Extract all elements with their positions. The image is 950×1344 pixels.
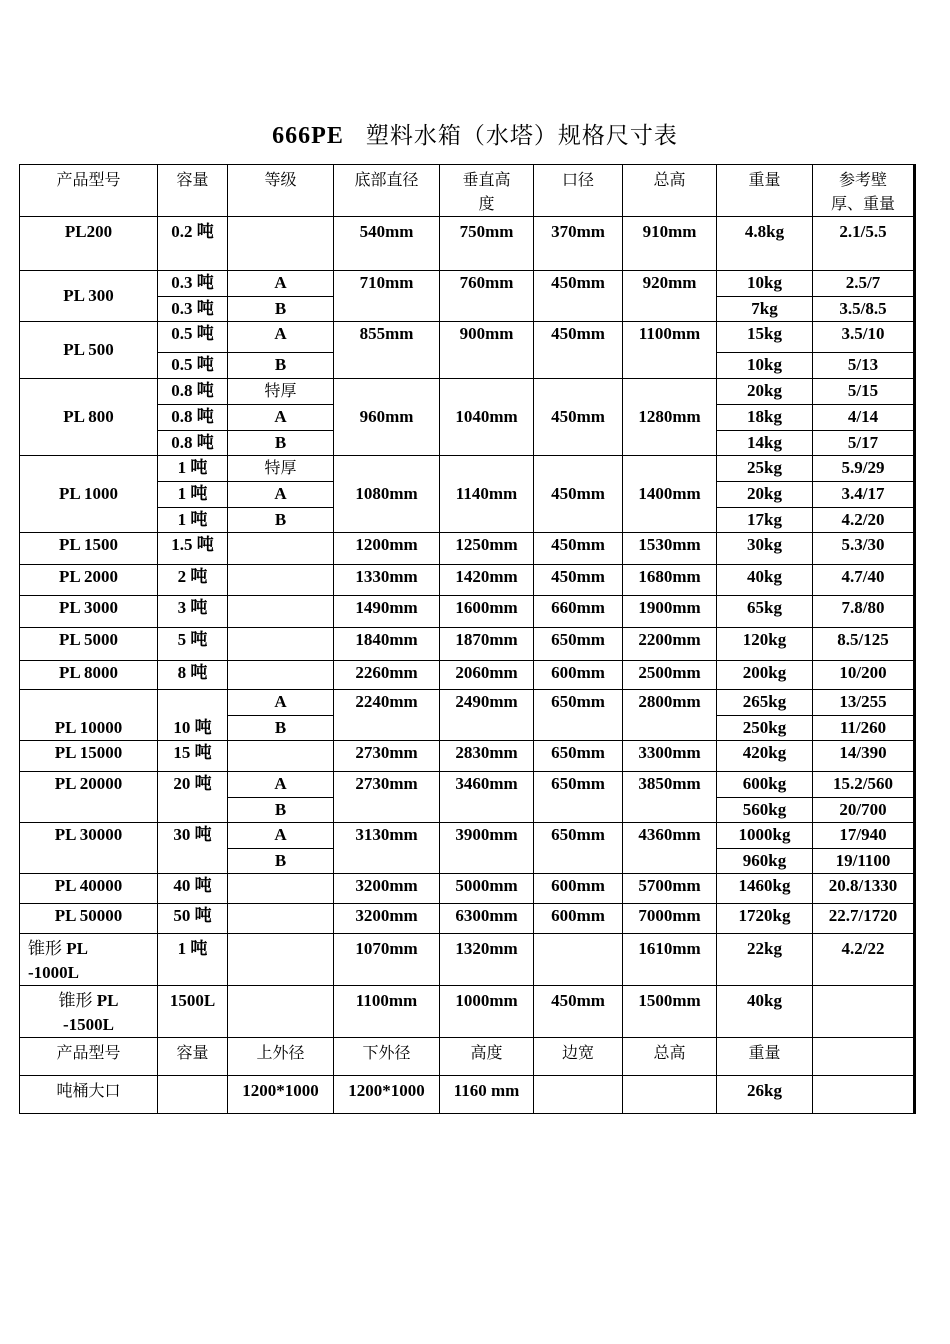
capacity-cell: 1500L — [158, 986, 228, 1038]
table-row — [20, 874, 915, 904]
model-cell: PL 8000 — [20, 661, 158, 690]
diameter-cell: 1490mm — [334, 596, 440, 628]
grade-cell: 特厚 — [228, 456, 334, 482]
model-cell: PL 2000 — [20, 565, 158, 596]
weight-cell: 40kg — [717, 565, 813, 596]
weight-cell: 15kg — [717, 322, 813, 353]
capacity-cell: 0.5 吨 — [158, 353, 228, 379]
grade-cell — [228, 986, 334, 1038]
total-height-cell: 3300mm — [623, 741, 717, 772]
table-row — [20, 217, 915, 271]
model-cell: PL 3000 — [20, 596, 158, 628]
opening-cell: 650mm — [534, 741, 623, 772]
thickness-cell — [813, 986, 915, 1038]
model-cell: 吨桶大口 — [20, 1076, 158, 1114]
header-grade: 等级 — [228, 165, 334, 217]
total-height-cell: 920mm — [623, 271, 717, 322]
header-model: 产品型号 — [20, 165, 158, 217]
capacity-cell: 0.3 吨 — [158, 297, 228, 322]
vertical-height-cell: 1140mm — [440, 456, 534, 533]
diameter-cell: 960mm — [334, 379, 440, 456]
opening-cell — [534, 934, 623, 986]
capacity-cell: 20 吨 — [158, 772, 228, 823]
total-height-cell: 7000mm — [623, 904, 717, 934]
thickness-cell: 4.2/22 — [813, 934, 915, 986]
table-row — [20, 596, 915, 628]
total-height-cell: 1280mm — [623, 379, 717, 456]
total-height-cell: 1530mm — [623, 533, 717, 565]
table-row — [20, 823, 915, 849]
table-row — [20, 271, 915, 297]
capacity-cell: 40 吨 — [158, 874, 228, 904]
table-row — [20, 456, 915, 482]
opening-cell: 650mm — [534, 628, 623, 661]
table-row — [20, 986, 915, 1038]
weight-cell: 120kg — [717, 628, 813, 661]
diameter-cell: 710mm — [334, 271, 440, 322]
weight-cell: 7kg — [717, 297, 813, 322]
vertical-height-cell: 6300mm — [440, 904, 534, 934]
capacity-cell: 0.5 吨 — [158, 322, 228, 353]
table-row — [20, 1076, 915, 1114]
grade-cell: A — [228, 271, 334, 297]
thickness-cell — [813, 1076, 915, 1114]
opening-cell: 450mm — [534, 456, 623, 533]
model-cell: PL 20000 — [20, 772, 158, 823]
top-diameter-cell: 1200*1000 — [228, 1076, 334, 1114]
model-cell: PL 300 — [20, 271, 158, 322]
grade-cell: B — [228, 798, 334, 823]
weight-cell: 20kg — [717, 379, 813, 405]
grade-cell — [228, 904, 334, 934]
weight-cell: 560kg — [717, 798, 813, 823]
model-cell: PL 800 — [20, 379, 158, 456]
grade-cell — [228, 661, 334, 690]
vertical-height-cell: 1250mm — [440, 533, 534, 565]
table-row — [20, 772, 915, 798]
header-weight: 重量 — [717, 1038, 813, 1076]
grade-cell — [228, 741, 334, 772]
weight-cell: 600kg — [717, 772, 813, 798]
vertical-height-cell: 5000mm — [440, 874, 534, 904]
capacity-cell: 0.8 吨 — [158, 379, 228, 405]
weight-cell: 25kg — [717, 456, 813, 482]
table-row — [20, 533, 915, 565]
total-height-cell: 2800mm — [623, 690, 717, 741]
total-height-cell: 1400mm — [623, 456, 717, 533]
weight-cell: 30kg — [717, 533, 813, 565]
grade-cell: B — [228, 508, 334, 533]
table-row — [20, 904, 915, 934]
vertical-height-cell: 1870mm — [440, 628, 534, 661]
opening-cell: 450mm — [534, 533, 623, 565]
grade-cell: B — [228, 353, 334, 379]
thickness-cell: 4.7/40 — [813, 565, 915, 596]
model-cell: PL 50000 — [20, 904, 158, 934]
thickness-cell: 4.2/20 — [813, 508, 915, 533]
weight-cell: 960kg — [717, 849, 813, 874]
weight-cell: 4.8kg — [717, 217, 813, 271]
grade-cell: A — [228, 690, 334, 716]
table-row — [20, 379, 915, 405]
thickness-cell: 5.3/30 — [813, 533, 915, 565]
capacity-cell: 30 吨 — [158, 823, 228, 874]
weight-cell: 420kg — [717, 741, 813, 772]
header-base-diameter: 底部直径 — [334, 165, 440, 217]
weight-cell: 40kg — [717, 986, 813, 1038]
thickness-cell: 22.7/1720 — [813, 904, 915, 934]
thickness-cell: 2.5/7 — [813, 271, 915, 297]
model-cell: PL 40000 — [20, 874, 158, 904]
height-cell: 1160 mm — [440, 1076, 534, 1114]
vertical-height-cell: 900mm — [440, 322, 534, 379]
page-title — [0, 117, 950, 150]
diameter-cell: 1100mm — [334, 986, 440, 1038]
opening-cell: 650mm — [534, 690, 623, 741]
vertical-height-cell: 760mm — [440, 271, 534, 322]
capacity-cell: 1 吨 — [158, 456, 228, 482]
weight-cell: 1460kg — [717, 874, 813, 904]
capacity-cell: 10 吨 — [158, 690, 228, 741]
capacity-cell: 0.2 吨 — [158, 217, 228, 271]
total-height-cell: 1610mm — [623, 934, 717, 986]
vertical-height-cell: 1000mm — [440, 986, 534, 1038]
weight-cell: 1000kg — [717, 823, 813, 849]
weight-cell: 65kg — [717, 596, 813, 628]
vertical-height-cell: 1420mm — [440, 565, 534, 596]
opening-cell: 650mm — [534, 772, 623, 823]
total-height-cell: 1900mm — [623, 596, 717, 628]
vertical-height-cell: 3900mm — [440, 823, 534, 874]
capacity-cell: 8 吨 — [158, 661, 228, 690]
weight-cell: 14kg — [717, 431, 813, 456]
thickness-cell: 5.9/29 — [813, 456, 915, 482]
opening-cell: 450mm — [534, 379, 623, 456]
header-model: 产品型号 — [20, 1038, 158, 1076]
thickness-cell: 5/17 — [813, 431, 915, 456]
thickness-cell: 8.5/125 — [813, 628, 915, 661]
thickness-cell: 7.8/80 — [813, 596, 915, 628]
model-cell: PL200 — [20, 217, 158, 271]
table-row — [20, 565, 915, 596]
model-cell: PL 5000 — [20, 628, 158, 661]
table-row — [20, 628, 915, 661]
model-cell: PL 10000 — [20, 690, 158, 741]
weight-cell: 1720kg — [717, 904, 813, 934]
opening-cell: 450mm — [534, 271, 623, 322]
diameter-cell: 3200mm — [334, 904, 440, 934]
total-height-cell: 910mm — [623, 217, 717, 271]
title-model: 666PE — [272, 123, 344, 149]
capacity-cell: 3 吨 — [158, 596, 228, 628]
opening-cell: 650mm — [534, 823, 623, 874]
diameter-cell: 2730mm — [334, 772, 440, 823]
thickness-cell: 3.5/8.5 — [813, 297, 915, 322]
capacity-cell: 1.5 吨 — [158, 533, 228, 565]
header-empty — [813, 1038, 915, 1076]
table-row — [20, 322, 915, 353]
diameter-cell: 3130mm — [334, 823, 440, 874]
grade-cell: A — [228, 405, 334, 431]
diameter-cell: 2260mm — [334, 661, 440, 690]
grade-cell: B — [228, 716, 334, 741]
table-row — [20, 934, 915, 986]
vertical-height-cell: 3460mm — [440, 772, 534, 823]
opening-cell: 600mm — [534, 904, 623, 934]
total-height-cell: 4360mm — [623, 823, 717, 874]
edge-width-cell — [534, 1076, 623, 1114]
header-top-outer-diameter: 上外径 — [228, 1038, 334, 1076]
opening-cell: 450mm — [534, 565, 623, 596]
model-cell: PL 1500 — [20, 533, 158, 565]
header-capacity: 容量 — [158, 165, 228, 217]
thickness-cell: 4/14 — [813, 405, 915, 431]
grade-cell — [228, 628, 334, 661]
model-cell: PL 1000 — [20, 456, 158, 533]
grade-cell: A — [228, 772, 334, 798]
header-total-height: 总高 — [623, 1038, 717, 1076]
thickness-cell: 20.8/1330 — [813, 874, 915, 904]
vertical-height-cell: 2830mm — [440, 741, 534, 772]
thickness-cell: 14/390 — [813, 741, 915, 772]
grade-cell — [228, 934, 334, 986]
grade-cell — [228, 533, 334, 565]
capacity-cell: 1 吨 — [158, 934, 228, 986]
thickness-cell: 5/13 — [813, 353, 915, 379]
vertical-height-cell: 1040mm — [440, 379, 534, 456]
capacity-cell: 2 吨 — [158, 565, 228, 596]
grade-cell: B — [228, 297, 334, 322]
capacity-cell: 50 吨 — [158, 904, 228, 934]
thickness-cell: 17/940 — [813, 823, 915, 849]
total-height-cell: 1100mm — [623, 322, 717, 379]
total-height-cell: 1500mm — [623, 986, 717, 1038]
vertical-height-cell: 2490mm — [440, 690, 534, 741]
header-wall-thickness: 参考壁 厚、重量 — [813, 165, 915, 217]
model-cell: PL 500 — [20, 322, 158, 379]
total-height-cell: 3850mm — [623, 772, 717, 823]
capacity-cell: 5 吨 — [158, 628, 228, 661]
table-header-row — [20, 1038, 915, 1076]
diameter-cell: 855mm — [334, 322, 440, 379]
vertical-height-cell: 1600mm — [440, 596, 534, 628]
vertical-height-cell: 2060mm — [440, 661, 534, 690]
total-height-cell: 2500mm — [623, 661, 717, 690]
weight-cell: 20kg — [717, 482, 813, 508]
total-height-cell: 5700mm — [623, 874, 717, 904]
table-header-row — [20, 165, 915, 217]
thickness-cell: 10/200 — [813, 661, 915, 690]
opening-cell: 450mm — [534, 986, 623, 1038]
opening-cell: 450mm — [534, 322, 623, 379]
total-height-cell — [623, 1076, 717, 1114]
model-cell: PL 15000 — [20, 741, 158, 772]
capacity-cell: 1 吨 — [158, 508, 228, 533]
diameter-cell: 1200mm — [334, 533, 440, 565]
grade-cell: A — [228, 322, 334, 353]
header-opening: 口径 — [534, 165, 623, 217]
weight-cell: 10kg — [717, 353, 813, 379]
thickness-cell: 3.5/10 — [813, 322, 915, 353]
weight-cell: 10kg — [717, 271, 813, 297]
diameter-cell: 1070mm — [334, 934, 440, 986]
diameter-cell: 1330mm — [334, 565, 440, 596]
thickness-cell: 5/15 — [813, 379, 915, 405]
grade-cell — [228, 874, 334, 904]
opening-cell: 600mm — [534, 874, 623, 904]
diameter-cell: 2730mm — [334, 741, 440, 772]
capacity-cell: 15 吨 — [158, 741, 228, 772]
header-height: 高度 — [440, 1038, 534, 1076]
opening-cell: 600mm — [534, 661, 623, 690]
diameter-cell: 540mm — [334, 217, 440, 271]
weight-cell: 17kg — [717, 508, 813, 533]
vertical-height-cell: 1320mm — [440, 934, 534, 986]
spec-table — [19, 164, 916, 1114]
model-cell: 锥形 PL -1000L — [20, 934, 158, 986]
grade-cell — [228, 217, 334, 271]
header-weight: 重量 — [717, 165, 813, 217]
total-height-cell: 1680mm — [623, 565, 717, 596]
title-text: 塑料水箱（水塔）规格尺寸表 — [365, 123, 678, 149]
grade-cell — [228, 596, 334, 628]
grade-cell: B — [228, 849, 334, 874]
table-row — [20, 690, 915, 716]
diameter-cell: 1840mm — [334, 628, 440, 661]
weight-cell: 265kg — [717, 690, 813, 716]
model-cell: PL 30000 — [20, 823, 158, 874]
header-capacity: 容量 — [158, 1038, 228, 1076]
thickness-cell: 2.1/5.5 — [813, 217, 915, 271]
opening-cell: 660mm — [534, 596, 623, 628]
weight-cell: 200kg — [717, 661, 813, 690]
capacity-cell — [158, 1076, 228, 1114]
weight-cell: 250kg — [717, 716, 813, 741]
diameter-cell: 3200mm — [334, 874, 440, 904]
thickness-cell: 13/255 — [813, 690, 915, 716]
weight-cell: 22kg — [717, 934, 813, 986]
weight-cell: 26kg — [717, 1076, 813, 1114]
thickness-cell: 20/700 — [813, 798, 915, 823]
table-row — [20, 741, 915, 772]
thickness-cell: 19/1100 — [813, 849, 915, 874]
header-total-height: 总高 — [623, 165, 717, 217]
capacity-cell: 0.3 吨 — [158, 271, 228, 297]
header-vertical-height: 垂直高 度 — [440, 165, 534, 217]
header-bottom-outer-diameter: 下外径 — [334, 1038, 440, 1076]
grade-cell: B — [228, 431, 334, 456]
table-row — [20, 661, 915, 690]
grade-cell: A — [228, 482, 334, 508]
model-cell: 锥形 PL -1500L — [20, 986, 158, 1038]
opening-cell: 370mm — [534, 217, 623, 271]
thickness-cell: 3.4/17 — [813, 482, 915, 508]
vertical-height-cell: 750mm — [440, 217, 534, 271]
grade-cell: A — [228, 823, 334, 849]
capacity-cell: 0.8 吨 — [158, 405, 228, 431]
thickness-cell: 15.2/560 — [813, 772, 915, 798]
bottom-diameter-cell: 1200*1000 — [334, 1076, 440, 1114]
capacity-cell: 1 吨 — [158, 482, 228, 508]
grade-cell — [228, 565, 334, 596]
diameter-cell: 2240mm — [334, 690, 440, 741]
thickness-cell: 11/260 — [813, 716, 915, 741]
header-edge-width: 边宽 — [534, 1038, 623, 1076]
total-height-cell: 2200mm — [623, 628, 717, 661]
weight-cell: 18kg — [717, 405, 813, 431]
grade-cell: 特厚 — [228, 379, 334, 405]
capacity-cell: 0.8 吨 — [158, 431, 228, 456]
diameter-cell: 1080mm — [334, 456, 440, 533]
